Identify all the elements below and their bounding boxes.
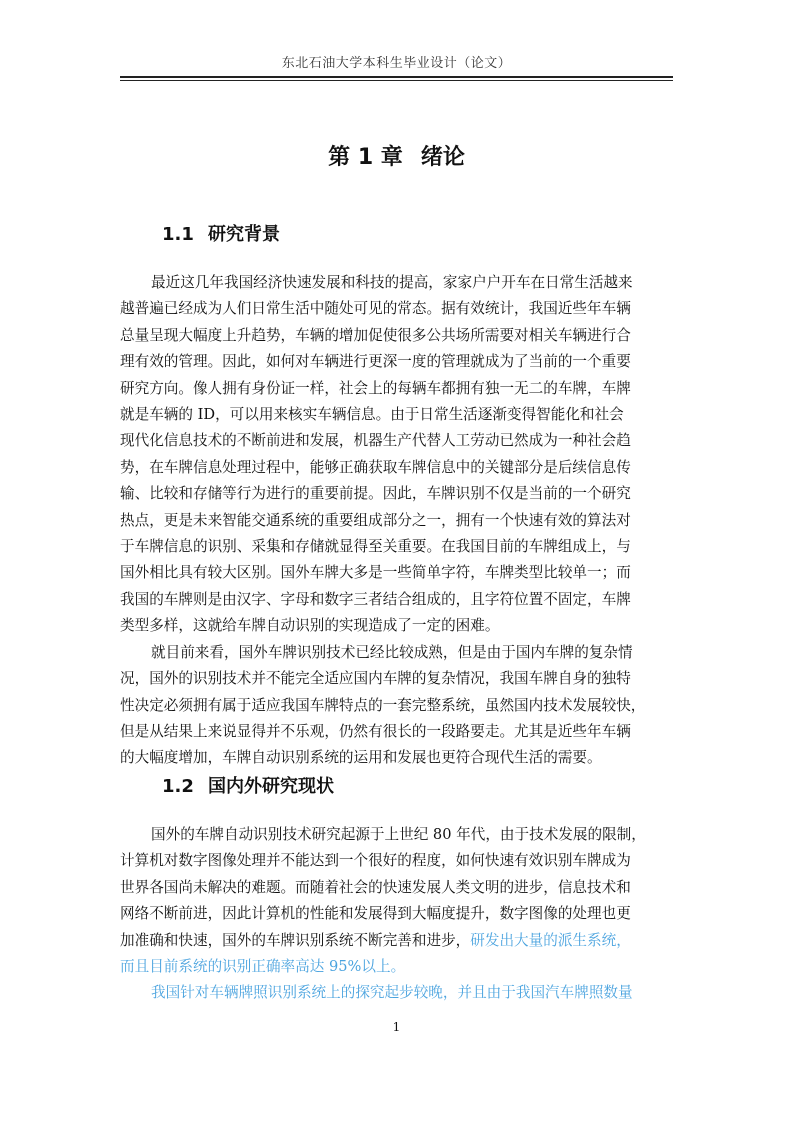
section-title: 研究背景 bbox=[208, 224, 280, 245]
text-line: 就目前来看，国外车牌识别技术已经比较成熟，但是由于国内车牌的复杂情 bbox=[151, 643, 633, 661]
text-line: 现代化信息技术的不断前进和发展，机器生产代替人工劳动已然成为一种社会趋 bbox=[120, 432, 631, 450]
highlighted-text: 我国针对车辆牌照识别系统上的探究起步较晚，并且由于我国汽车牌照数量 bbox=[151, 984, 633, 1002]
text-line: 我国的车牌则是由汉字、字母和数字三者结合组成的，且字符位置不固定，车牌 bbox=[120, 590, 631, 608]
text-line: 热点，更是未来智能交通系统的重要组成部分之一，拥有一个快速有效的算法对 bbox=[120, 511, 631, 529]
text-line: 网络不断前进，因此计算机的性能和发展得到大幅度提升，数字图像的处理也更 bbox=[120, 905, 631, 923]
section-number: 1.2 bbox=[162, 776, 194, 797]
text-line bbox=[120, 928, 673, 954]
text-line: 研究方向。像人拥有身份证一样，社会上的每辆车都拥有独一无二的车牌，车牌 bbox=[120, 379, 631, 397]
text-line: 国外的车牌自动识别技术研究起源于上世纪 80 年代，由于技术发展的限制， bbox=[151, 826, 646, 843]
page-number: 1 bbox=[392, 1020, 401, 1034]
text-line: 于车牌信息的识别、采集和存储就显得至关重要。在我国目前的车牌组成上，与 bbox=[120, 538, 631, 556]
highlighted-text: 研发出大量的派生系统， bbox=[470, 931, 631, 949]
text-line: 就是车辆的 ID，可以用来核实车辆信息。由于日常生活逐渐变得智能化和社会 bbox=[120, 406, 624, 424]
text-line: 性决定必须拥有属于适应我国车牌特点的一套完整系统，虽然国内技术发展较快， bbox=[120, 696, 646, 714]
chapter-heading bbox=[0, 140, 793, 171]
section-number: 1.1 bbox=[162, 224, 194, 245]
chapter-number: 第 1 章 bbox=[328, 145, 403, 170]
paragraph-background-1 bbox=[120, 270, 673, 772]
chapter-title: 绪论 bbox=[420, 145, 465, 170]
text-line: 理有效的管理。因此，如何对车辆进行更深一度的管理就成为了当前的一个重要 bbox=[120, 353, 631, 371]
text-line: 势，在车牌信息处理过程中，能够正确获取车牌信息中的关键部分是后续信息传 bbox=[120, 458, 631, 476]
header-rule-thin bbox=[120, 80, 673, 81]
text-line: 的大幅度增加，车牌自动识别系统的运用和发展也更符合现代生活的需要。 bbox=[120, 749, 602, 767]
text-line: 越普遍已经成为人们日常生活中随处可见的常态。据有效统计，我国近些年车辆 bbox=[120, 300, 631, 318]
header-rule-thick bbox=[120, 76, 673, 78]
running-header: 东北石油大学本科生毕业设计（论文） bbox=[281, 56, 512, 71]
paragraph-research-status bbox=[120, 822, 673, 1007]
section-heading-1-1 bbox=[162, 220, 280, 246]
text-span: 加准确和快速，国外的车牌识别系统不断完善和进步， bbox=[120, 931, 471, 949]
text-line: 最近这几年我国经济快速发展和科技的提高，家家户户开车在日常生活越来 bbox=[151, 274, 633, 291]
highlighted-text: 而且目前系统的识别正确率高达 95%以上。 bbox=[120, 958, 406, 976]
text-line: 计算机对数字图像处理并不能达到一个很好的程度，如何快速有效识别车牌成为 bbox=[120, 852, 631, 870]
section-title: 国内外研究现状 bbox=[208, 776, 334, 797]
text-line: 总量呈现大幅度上升趋势，车辆的增加促使很多公共场所需要对相关车辆进行合 bbox=[120, 326, 631, 344]
text-line: 输、比较和存储等行为进行的重要前提。因此，车牌识别不仅是当前的一个研究 bbox=[120, 485, 631, 503]
text-line: 世界各国尚未解决的难题。而随着社会的快速发展人类文明的进步，信息技术和 bbox=[120, 878, 631, 896]
text-line: 况，国外的识别技术并不能完全适应国内车牌的复杂情况，我国车牌自身的独特 bbox=[120, 670, 631, 688]
text-line: 国外相比具有较大区别。国外车牌大多是一些简单字符，车牌类型比较单一；而 bbox=[120, 564, 631, 582]
text-line: 类型多样，这就给车牌自动识别的实现造成了一定的困难。 bbox=[120, 617, 500, 635]
section-heading-1-2 bbox=[162, 772, 334, 798]
text-line: 但是从结果上来说显得并不乐观，仍然有很长的一段路要走。尤其是近些年车辆 bbox=[120, 722, 631, 740]
